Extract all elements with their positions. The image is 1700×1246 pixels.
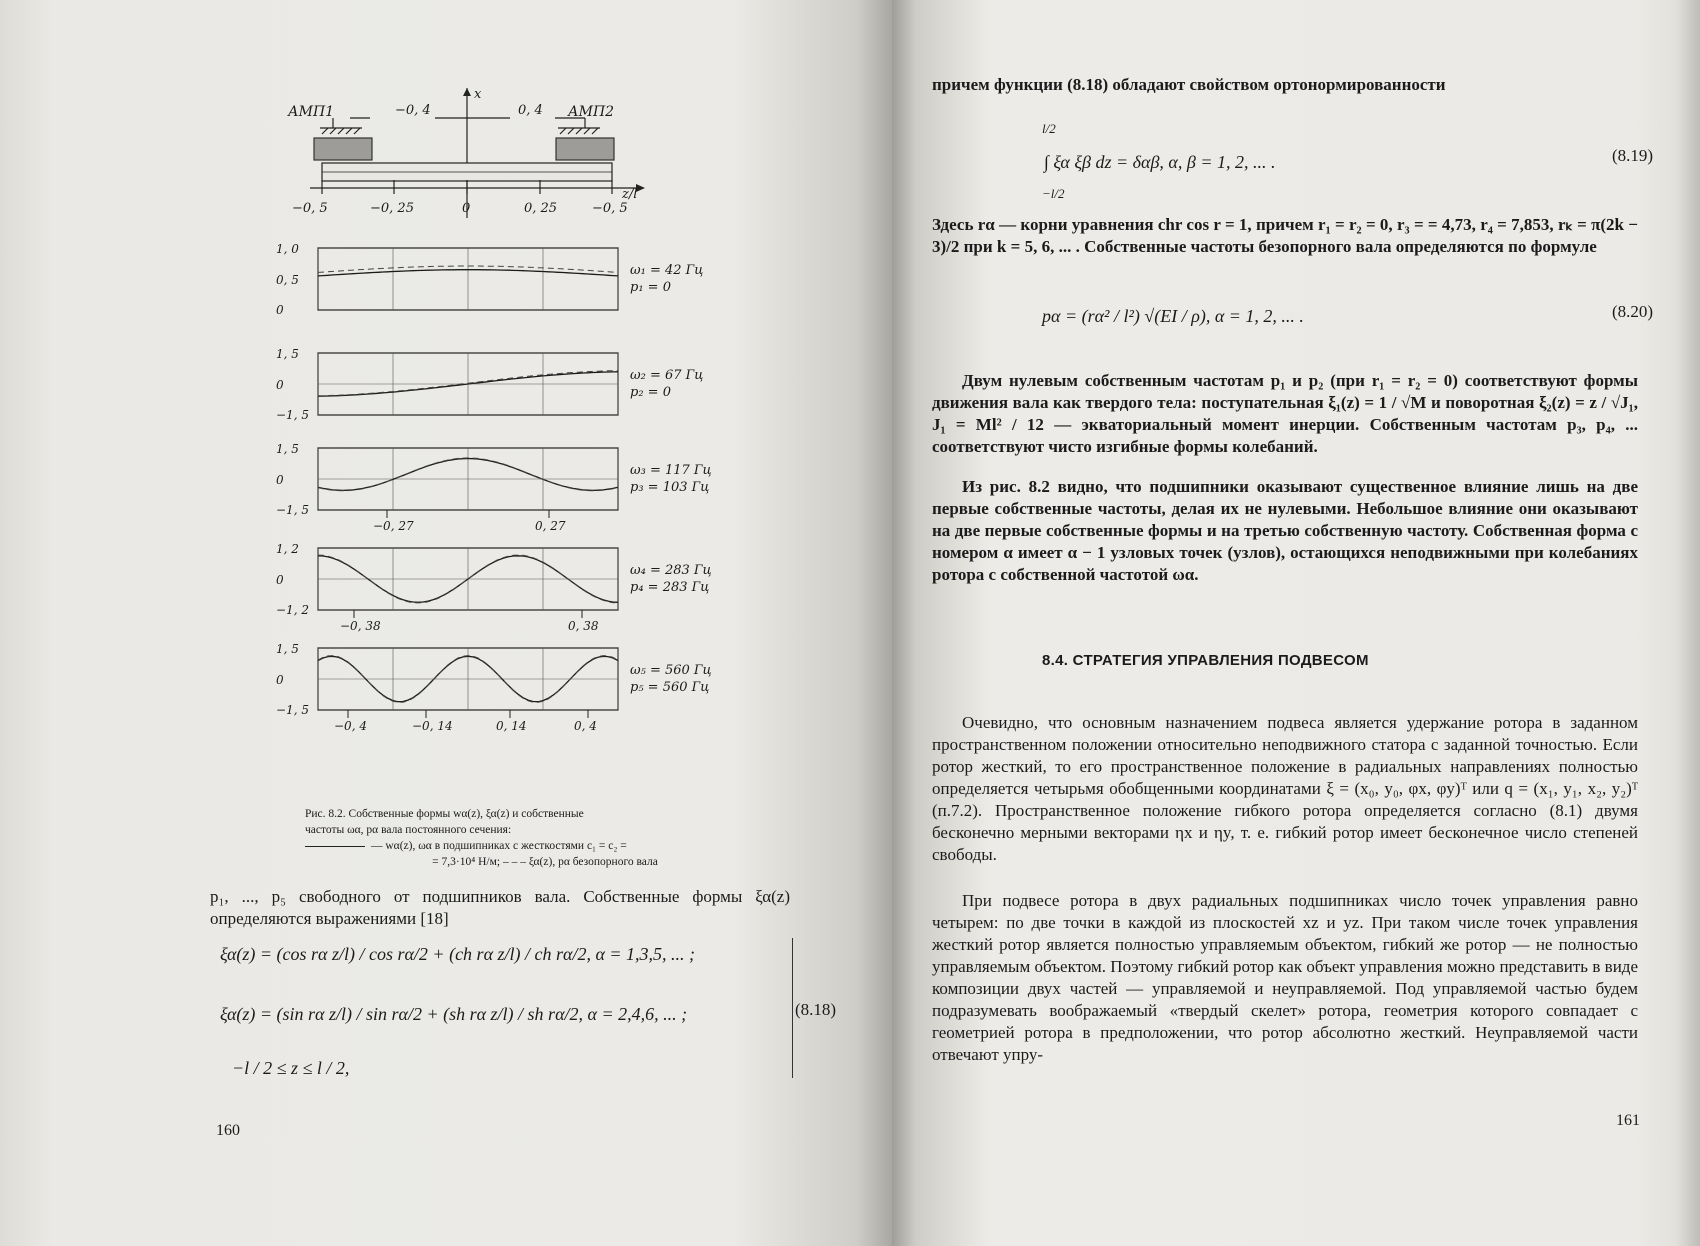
tick-label-5: −0, 5: [592, 201, 628, 216]
panel-5-y-label-1: 0: [276, 673, 284, 687]
mode-panels: [276, 242, 712, 733]
panel-5-omega: ω₅ = 560 Гц: [630, 663, 712, 678]
right-page: [892, 0, 1700, 1246]
paragraph-suspension-goal: Очевидно, что основным назначением подвеса является удержание ротора в заданном пространственном положении относительно неподвижного статора с заданной точностью. Если ротор жесткий, то его пространственное положение в радиальных направлениях полностью определяется четырьмя обобщенными координатами ξ = (x₀, y₀, φx, φy)ᵀ или q = (x₁, y₁, x₂, y₂)ᵀ (п.7.2). Пространственное положение гибкого ротора определяется согласно (8.1) двумя бесконечно мерными векторами ηx и ηy, т. е. гибкий ротор имеет бесконечное число степеней свободы.: [932, 713, 1638, 864]
panel-3-node-label-0: −0, 27: [373, 519, 414, 533]
panel-5-node-label-1: −0, 14: [412, 719, 453, 733]
magnet-left: [314, 138, 372, 160]
magnet-right: [556, 138, 614, 160]
equation-number-8-20: (8.20): [1612, 302, 1654, 321]
equation-8-20: pα = (rα² / l²) √(EI / ρ), α = 1, 2, ... .: [1042, 306, 1304, 326]
equation-8-19: ∫ ξα ξβ dz = δαβ, α, β = 1, 2, ... .: [1044, 152, 1276, 172]
paragraph-roots: Здесь rα — корни уравнения chr cos r = 1, причем r₁ = r₂ = 0, r₃ = = 4,73, r₄ = 7,853, rₖ = π(2k − 3)/2 при k = 5, 6, ... . Собственные частоты безопорного вала определяются по формуле: [932, 215, 1638, 256]
panel-3-y-label-2: −1, 5: [276, 503, 309, 517]
caption-line-3: [305, 838, 785, 854]
solid-legend-line: [305, 846, 365, 847]
panel-2-y-label-0: 1, 5: [276, 347, 299, 361]
tick-label-1: −0, 5: [292, 201, 328, 216]
tick-label-3: 0: [462, 201, 471, 216]
integral-lower-limit: −l/2: [1042, 186, 1065, 201]
equation-8-18-a: ξα(z) = (cos rα z/l) / cos rα/2 + (ch rα z/l) / ch rα/2, α = 1,3,5, ... ;: [220, 944, 696, 964]
panel-3-p: p₃ = 103 Гц: [630, 480, 710, 495]
dim-left-label: −0, 4: [395, 103, 431, 118]
panel-3-y-label-1: 0: [276, 473, 284, 487]
panel-5-p: p₅ = 560 Гц: [630, 680, 710, 695]
panel-4-node-label-1: 0, 38: [568, 619, 599, 633]
caption-line-2: частоты ωα, pα вала постоянного сечения:: [305, 824, 512, 836]
panel-5-node-label-2: 0, 14: [496, 719, 527, 733]
equation-8-18-c: −l / 2 ≤ z ≤ l / 2,: [232, 1058, 350, 1078]
panel-5-node-label-3: 0, 4: [574, 719, 597, 733]
caption-line-3-text: — wα(z), ωα в подшипниках с жесткостями c₁ = c₂ =: [371, 840, 627, 852]
axis-z-label: z/l: [622, 187, 638, 202]
hatch-right: [560, 128, 598, 134]
panel-1-y-label-0: 1, 0: [276, 242, 299, 256]
panel-2-y-label-2: −1, 5: [276, 408, 309, 422]
section-heading: 8.4. СТРАТЕГИЯ УПРАВЛЕНИЯ ПОДВЕСОМ: [1042, 652, 1369, 669]
intro-line: причем функции (8.18) обладают свойством ортонормированности: [932, 75, 1446, 94]
panel-3-y-label-0: 1, 5: [276, 442, 299, 456]
hatch-left: [322, 128, 360, 134]
panel-4-y-label-2: −1, 2: [276, 603, 309, 617]
panel-2-p: p₂ = 0: [630, 385, 671, 400]
paragraph-bearing-influence: Из рис. 8.2 видно, что подшипники оказывают существенное влияние лишь на две первые собственные частоты, делая их не нулевыми. Небольшое влияние они оказывают на две первые собственные формы и на третью собственную частоту. Собственная форма с номером α имеет α − 1 узловых точек (узлов), остающихся неподвижными при колебаниях ротора с собственной частотой ωα.: [932, 477, 1638, 584]
panel-4-omega: ω₄ = 283 Гц: [630, 563, 712, 578]
panel-5-y-label-2: −1, 5: [276, 703, 309, 717]
equation-number-8-18: (8.18): [795, 1000, 837, 1019]
panel-4-y-label-1: 0: [276, 573, 284, 587]
panel-2-omega: ω₂ = 67 Гц: [630, 368, 704, 383]
panel-4-node-label-0: −0, 38: [340, 619, 381, 633]
panel-1-y-label-1: 0, 5: [276, 273, 299, 287]
caption-line-4: = 7,3·10⁴ Н/м; – – – ξα(z), pα безопорного вала: [432, 856, 658, 868]
panel-2-y-label-1: 0: [276, 378, 284, 392]
amp1-label: АМП1: [288, 104, 335, 120]
figure-8-2: [276, 87, 750, 808]
panel-1-y-label-2: 0: [276, 303, 284, 317]
amp2-label: АМП2: [568, 104, 615, 120]
panel-5-y-label-0: 1, 5: [276, 642, 299, 656]
paragraph-zero-frequencies: Двум нулевым собственным частотам p₁ и p₂ (при r₁ = r₂ = 0) соответствуют формы движения вала как твердого тела: поступательная ξ₁(z) = 1 / √M и поворотная ξ₂(z) = z / √J₁, J₁ = Ml² / 12 — экваториальный момент инерции. Собственным частотам p₃, p₄, ... соответствуют чисто изгибные формы колебаний.: [932, 371, 1638, 456]
page-number-right: 161: [1616, 1112, 1640, 1129]
tick-label-4: 0, 25: [524, 201, 558, 216]
left-paragraph: p₁, ..., p₅ свободного от подшипников вала. Собственные формы ξα(z) определяются выражениями [18]: [210, 887, 790, 928]
integral-upper-limit: l/2: [1042, 121, 1056, 136]
page-number-left: 160: [216, 1122, 240, 1139]
equation-8-18-b: ξα(z) = (sin rα z/l) / sin rα/2 + (sh rα z/l) / sh rα/2, α = 2,4,6, ... ;: [220, 1004, 688, 1024]
equation-brace: [780, 938, 793, 1078]
paragraph-control-points: При подвесе ротора в двух радиальных подшипниках число точек управления равно четырем: по две точки в каждой из плоскостей xz и yz. При таком числе точек управления жесткий ротор является полностью управляемым объектом, гибкий же ротор — не полностью управляемым объектом. Поэтому гибкий ротор как объект управления можно представить в виде композиции двух частей — управляемой и неуправляемой. Под управляемой частью будем подразумевать воображаемый «твердый скелет» ротора, геометрия которого совпадает с геометрией ротора в предположении, что ротор абсолютно жесткий. Неуправляемой части отвечают упру-: [932, 891, 1638, 1064]
panel-4-p: p₄ = 283 Гц: [630, 580, 710, 595]
panel-3-omega: ω₃ = 117 Гц: [630, 463, 712, 478]
panel-4-y-label-0: 1, 2: [276, 542, 299, 556]
panel-1-omega: ω₁ = 42 Гц: [630, 263, 704, 278]
tick-label-2: −0, 25: [370, 201, 414, 216]
panel-5-node-label-0: −0, 4: [334, 719, 367, 733]
figure-caption: [305, 806, 785, 870]
panel-1-p: p₁ = 0: [630, 280, 671, 295]
panel-3-node-label-1: 0, 27: [535, 519, 566, 533]
caption-line-1: Рис. 8.2. Собственные формы wα(z), ξα(z) и собственные: [305, 808, 584, 820]
equation-number-8-19: (8.19): [1612, 146, 1654, 165]
x-axis-arrow: [463, 88, 471, 96]
axis-x-label: x: [474, 87, 482, 102]
dim-right-label: 0, 4: [518, 103, 543, 118]
